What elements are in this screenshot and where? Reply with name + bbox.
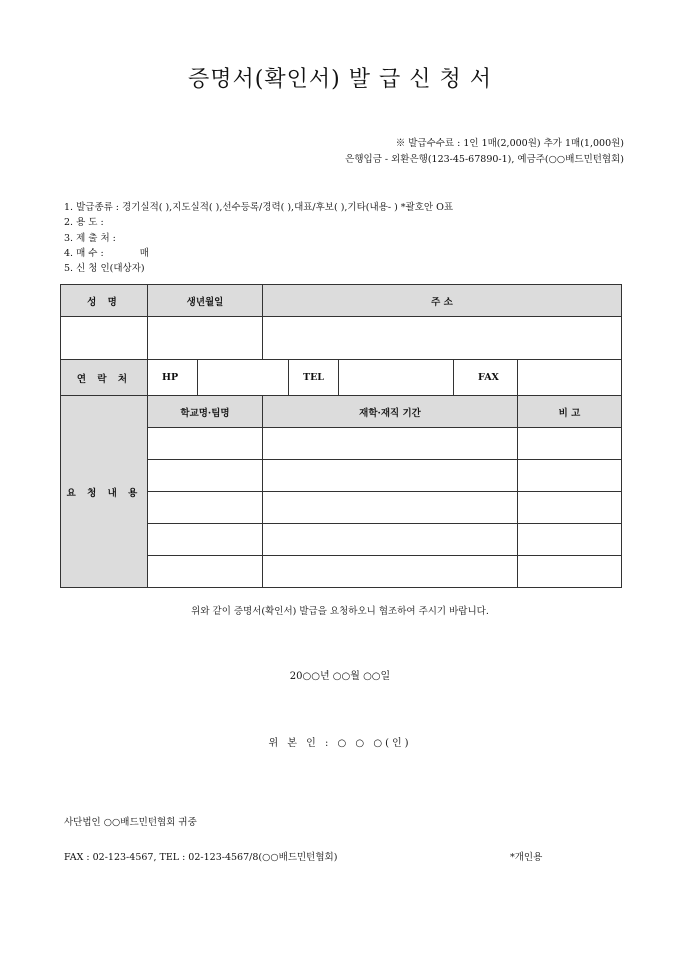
period-cell[interactable]	[263, 428, 518, 460]
period-header: 재학·재직 기간	[263, 396, 518, 428]
remarks-cell[interactable]	[518, 556, 622, 588]
recipient-org: 사단법인 ○○배드민턴협회 귀중	[64, 817, 197, 828]
birth-cell[interactable]	[148, 317, 263, 360]
school-cell[interactable]	[148, 428, 263, 460]
name-header: 성 명	[61, 285, 148, 317]
seal-note: *개인용	[510, 852, 543, 863]
remarks-cell[interactable]	[518, 428, 622, 460]
remarks-cell[interactable]	[518, 492, 622, 524]
remarks-cell[interactable]	[518, 460, 622, 492]
fax-label: FAX	[454, 360, 518, 396]
item-copies	[64, 246, 453, 261]
school-cell[interactable]	[148, 492, 263, 524]
tel-cell[interactable]	[339, 360, 454, 396]
fax-cell[interactable]	[518, 360, 622, 396]
request-statement: 위와 같이 증명서(확인서) 발급을 요청하오니 협조하여 주시기 바랍니다.	[191, 606, 489, 617]
address-header: 주 소	[263, 285, 622, 317]
contact-info: FAX : 02-123-4567, TEL : 02-123-4567/8(○○배드민턴협회)	[64, 852, 338, 863]
contact-label: 연 락 처	[61, 360, 148, 396]
application-items	[64, 200, 453, 276]
item-copies-label: 4. 매 수 :	[64, 247, 104, 259]
signer-line: 위 본 인 : ○ ○ ○(인)	[268, 738, 412, 749]
application-table	[60, 284, 622, 588]
item-purpose: 2. 용 도 :	[64, 217, 104, 229]
name-cell[interactable]	[61, 317, 148, 360]
hp-label: HP	[148, 360, 198, 396]
tel-label: TEL	[289, 360, 339, 396]
birth-header: 생년월일	[148, 285, 263, 317]
school-cell[interactable]	[148, 524, 263, 556]
period-cell[interactable]	[263, 492, 518, 524]
period-cell[interactable]	[263, 524, 518, 556]
item-submit-to: 3. 제 출 처 :	[64, 232, 116, 244]
item-issue-type: 1. 발급종류 : 경기실적( ),지도실적( ),선수등록/경력( ),대표/후보( ),기타(내용- ) *괄호안 O표	[64, 202, 454, 213]
period-cell[interactable]	[263, 556, 518, 588]
bank-note: 은행입금 - 외환은행(123-45-67890-1), 예금주(○○배드민턴협회)	[345, 154, 624, 165]
fee-note: ※ 발급수수료 : 1인 1매(2,000원) 추가 1매(1,000원)	[395, 138, 624, 149]
remarks-header: 비 고	[518, 396, 622, 428]
page-title: 증명서(확인서) 발 급 신 청 서	[188, 67, 492, 92]
school-cell[interactable]	[148, 460, 263, 492]
hp-cell[interactable]	[198, 360, 289, 396]
item-copies-unit: 매	[139, 247, 149, 259]
request-label: 요 청 내 용	[61, 396, 148, 588]
remarks-cell[interactable]	[518, 524, 622, 556]
date-line: 20○○년 ○○월 ○○일	[289, 671, 391, 682]
school-cell[interactable]	[148, 556, 263, 588]
address-cell[interactable]	[263, 317, 622, 360]
item-applicant: 5. 신 청 인(대상자)	[64, 263, 145, 275]
period-cell[interactable]	[263, 460, 518, 492]
school-header: 학교명·팀명	[148, 396, 263, 428]
